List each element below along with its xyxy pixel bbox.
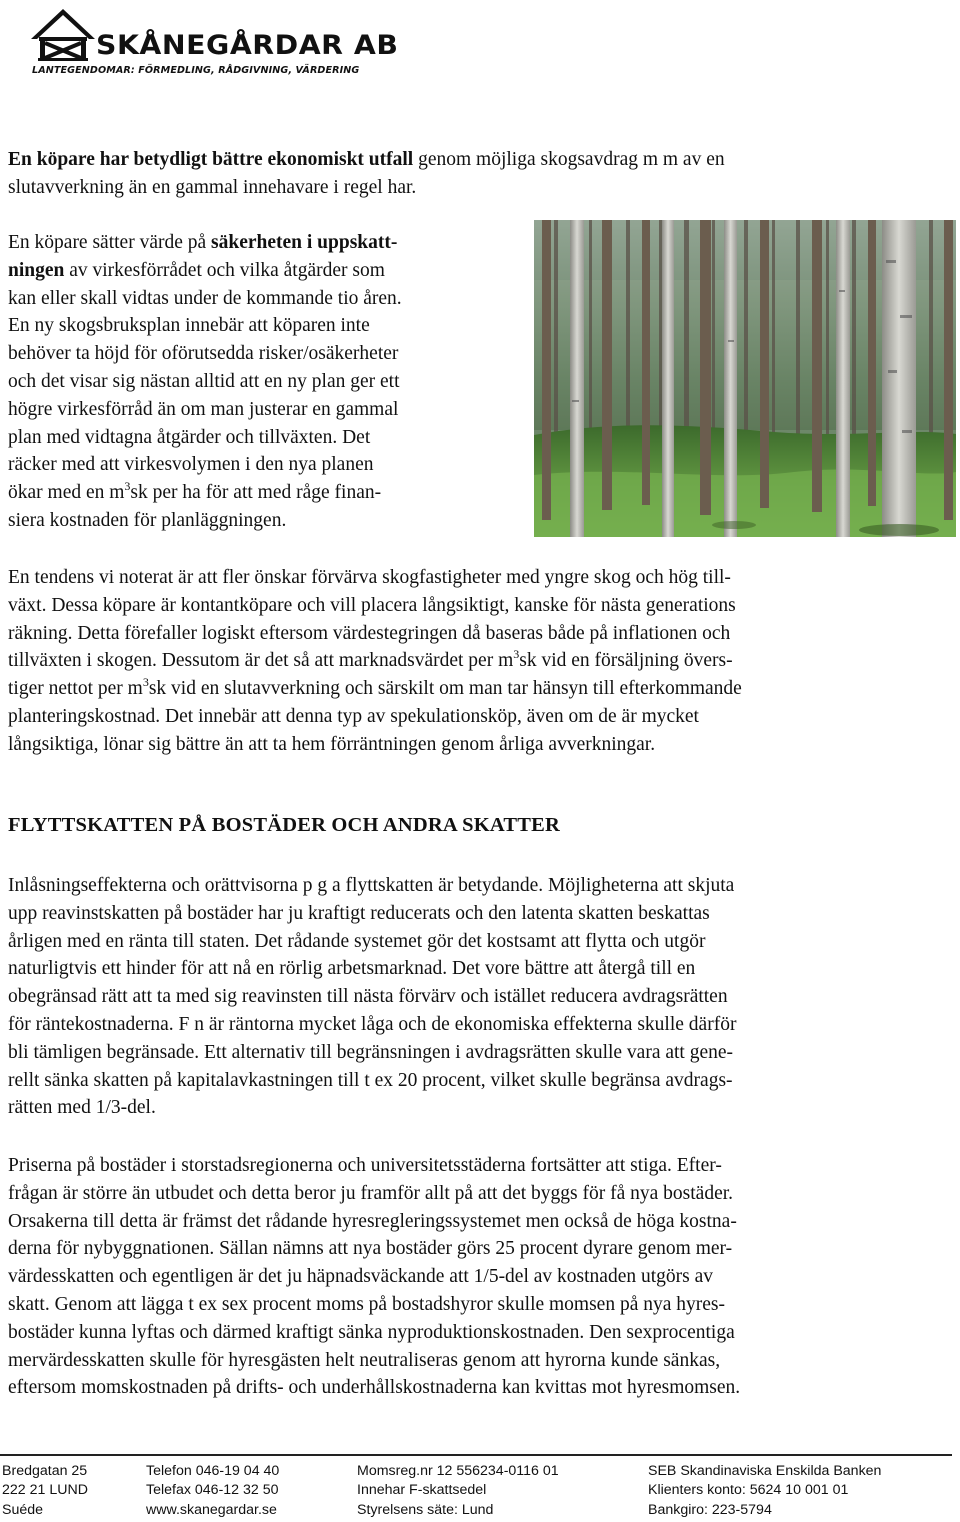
text: sk vid en slutavverkning och särskilt om man tar hänsyn till efterkommande — [148, 678, 742, 700]
paragraph-buyer-outcome — [8, 146, 948, 202]
text-line: skatt. Genom att lägga t ex sex procent moms på bostadshyror skulle momsen på nya hyres- — [8, 1293, 726, 1315]
brand-name: SKÅNEGÅRDAR AB — [96, 30, 399, 61]
text-line: kan eller skall vidtas under de kommande tio åren. — [8, 287, 402, 309]
text-line: högre virkesförråd än om man justerar en gammal — [8, 398, 399, 420]
text-line: växt. Dessa köpare är kontantköpare och vill placera långsiktigt, kanske för nästa generations — [8, 594, 736, 616]
text-line: långsiktiga, lönar sig bättre än att ta hem förräntningen genom årliga avverkningar. — [8, 733, 656, 755]
text-line: bli tämligen begränsade. Ett alternativ till begränsningen i avdragsrätten skulle vara att gene- — [8, 1041, 734, 1063]
footer-registration — [357, 1462, 559, 1520]
text: sk vid en försäljning övers- — [519, 650, 733, 672]
bold-text: ningen — [8, 259, 65, 281]
superscript: 3 — [142, 675, 149, 690]
forest-photo — [534, 220, 956, 537]
paragraph-housing-prices — [8, 1152, 948, 1402]
footer-bank — [648, 1462, 881, 1520]
text-line: räcker med att virkesvolymen i den nya planen — [8, 454, 374, 476]
text-line: plan med vidtagna åtgärder och tillväxten. Det — [8, 426, 371, 448]
footer-client-account: Klienters konto: 5624 10 001 01 — [648, 1482, 849, 1499]
company-logo — [28, 4, 399, 78]
text-line: derna för nybyggnationen. Sällan nämns att nya bostäder görs 25 procent dyrare genom mer- — [8, 1238, 733, 1260]
bold-text: En köpare har betydligt bättre ekonomiskt utfall — [8, 149, 414, 170]
text-line: slutavverkning än en gammal innehavare i regel har. — [8, 176, 417, 198]
text-line: upp reavinstskatten på bostäder har ju kraftigt reducerats och den latenta skatten beskattas — [8, 902, 710, 924]
footer-postal: 222 21 LUND — [2, 1482, 88, 1499]
text-line: planteringskostnad. Det innebär att denna typ av spekulationsköp, även om de är mycket — [8, 705, 699, 727]
footer-phone: Telefon 046-19 04 40 — [146, 1463, 280, 1479]
footer-country: Suéde — [2, 1501, 44, 1518]
text-line: eftersom momskostnaden på drifts- och underhållskostnaderna kan kvittas mot hyresmomsen. — [8, 1377, 741, 1399]
paragraph-forest-plan — [8, 229, 528, 535]
footer-tax-note: Innehar F-skattsedel — [357, 1482, 487, 1499]
footer-fax: Telefax 046-12 32 50 — [146, 1482, 279, 1499]
text-line: och det visar sig nästan alltid att en ny plan ger ett — [8, 370, 400, 392]
text-line: värdesskatten och egentligen är det ju häpnadsväckande att 1/5-del av kostnaden utgörs av — [8, 1266, 714, 1288]
house-logo-icon — [28, 6, 98, 64]
text-line: naturligtvis ett hinder för att nå en rörlig arbetsmarknad. Det vore bättre att återgå till en — [8, 958, 696, 980]
superscript: 3 — [513, 647, 520, 662]
footer-contact — [146, 1462, 279, 1520]
text-line: årligen med en ränta till staten. Det rådande systemet gör det kostsamt att flytta och utgör — [8, 930, 706, 952]
paragraph-trend — [8, 564, 948, 759]
text-line: för räntekostnaderna. F n är räntorna mycket låga och de ekonomiska effekterna skulle därför — [8, 1013, 737, 1035]
text-line: Inlåsningseffekterna och orättvisorna p g a flyttskatten är betydande. Möjligheterna att skjuta — [8, 875, 735, 896]
text-line: Priserna på bostäder i storstadsregionerna och universitetsstäderna fortsätter att stiga. Efter- — [8, 1155, 722, 1176]
text-line: räkning. Detta förefaller logiskt eftersom värdestegringen då baseras både på inflationen och — [8, 622, 731, 644]
text-line: En ny skogsbruksplan innebär att köparen inte — [8, 315, 370, 337]
superscript: 3 — [124, 479, 131, 494]
brand-tagline: LANTEGENDOMAR: FÖRMEDLING, RÅDGIVNING, VÄRDERING — [32, 65, 360, 76]
text-line: rellt sänka skatten på kapitalavkastningen till t ex 20 procent, vilket skulle begränsa avdrags- — [8, 1069, 733, 1091]
bold-text: säkerheten i uppskatt- — [211, 232, 398, 253]
footer-vat: Momsreg.nr 12 556234-0116 01 — [357, 1463, 559, 1479]
footer-website-link[interactable]: www.skanegardar.se — [146, 1501, 277, 1518]
footer-bankgiro: Bankgiro: 223-5794 — [648, 1501, 772, 1518]
text-line: mervärdesskatten skulle för hyresgästen helt neutraliseras genom att hyrorna kunde sänkas, — [8, 1349, 721, 1371]
text: En köpare sätter värde på — [8, 232, 212, 253]
section-heading: FLYTTSKATTEN PÅ BOSTÄDER OCH ANDRA SKATTER — [8, 814, 560, 836]
text: tillväxten i skogen. Dessutom är det så att marknadsvärdet per m — [8, 650, 514, 672]
text-line: En tendens vi noterat är att fler önskar förvärva skogfastigheter med yngre skog och hög till- — [8, 567, 731, 588]
footer-divider — [0, 1454, 952, 1456]
footer-seat: Styrelsens säte: Lund — [357, 1501, 494, 1518]
text-line: Orsakerna till detta är främst det rådande hyresregleringssystemet men också de höga kostna- — [8, 1210, 737, 1232]
text-line: frågan är större än utbudet och detta beror ju framför allt på att det byggs för få nya bostäder. — [8, 1182, 734, 1204]
text-line: rätten med 1/3-del. — [8, 1097, 156, 1119]
text: tiger nettot per m — [8, 678, 143, 700]
paragraph-moving-tax — [8, 872, 948, 1122]
footer-street: Bredgatan 25 — [2, 1463, 88, 1479]
footer-address — [2, 1462, 88, 1520]
text: av virkesförrådet och vilka åtgärder som — [64, 259, 385, 281]
text: genom möjliga skogsavdrag m m av en — [413, 149, 725, 170]
footer-bank-name: SEB Skandinaviska Enskilda Banken — [648, 1463, 882, 1479]
text: ökar med en m — [8, 482, 125, 504]
text-line: siera kostnaden för planläggningen. — [8, 509, 287, 531]
footer — [0, 1462, 960, 1522]
text: sk per ha för att med råge finan- — [130, 482, 382, 504]
text-line: obegränsad rätt att ta med sig reavinsten till nästa förvärv och istället reducera avdragsrätten — [8, 986, 728, 1008]
text-line: behöver ta höjd för oförutsedda risker/osäkerheter — [8, 343, 399, 365]
text-line: bostäder kunna lyftas och därmed kraftigt sänka nyproduktionskostnaden. Den sexprocentiga — [8, 1321, 735, 1343]
